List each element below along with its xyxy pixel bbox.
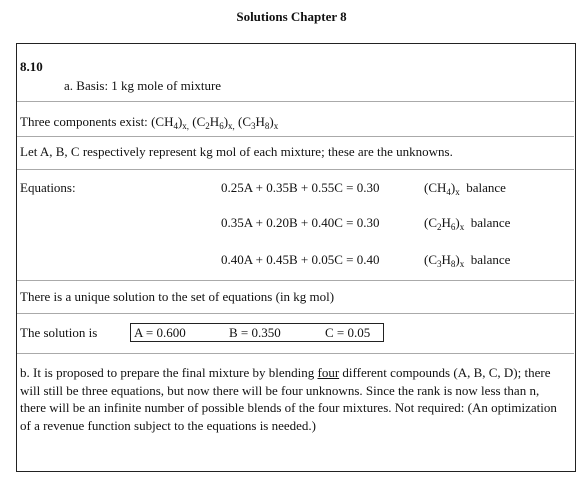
separator [17,169,574,170]
solution-box [130,323,384,342]
page-header: Solutions Chapter 8 [236,9,347,24]
solution-b: B = 0.350 [229,325,281,340]
components-formula: $(CH_4)_{x,}$ $(C_2H_6)_{x,}$ $(C_3H_8)_x$ [151,114,279,131]
basis-line: a. Basis: 1 kg mole of mixture [64,78,222,93]
equations-label: Equations: [20,180,76,195]
equation-3: 0.40A + 0.45B + 0.05C = 0.40 [221,252,380,267]
underlined-four: four [317,365,340,380]
equation-2: 0.35A + 0.20B + 0.40C = 0.30 [221,215,380,230]
separator [17,313,574,314]
separator [17,353,574,354]
let-line: Let A, B, C respectively represent kg mol of each mixture; these are the unknowns. [20,144,453,159]
separator [17,136,574,137]
problem-number: 8.10 [20,59,43,74]
equation-1-balance: $(CH_4)_x$ balance [424,180,506,197]
separator [17,101,574,102]
part-b-paragraph: b. It is proposed to prepare the final mixture by blending four different compounds (A, B, C, D); there will still be three equations, but now there will be four unknowns. Since the rank is now less than n, there will be an infinite number of possible blends of the four mixtures. Not required: (An optimization of a revenue function subject to the equations is needed.) [20,365,557,433]
equation-2-balance: $(C_2H_6)_x$ balance [424,215,511,232]
solution-c: C = 0.05 [325,325,371,340]
unique-solution-line: There is a unique solution to the set of equations (in kg mol) [20,289,335,304]
separator [17,280,574,281]
components-text: Three components exist: [20,114,148,129]
solution-label: The solution is [20,325,98,340]
equation-1: 0.25A + 0.35B + 0.55C = 0.30 [221,180,380,195]
components-line [20,114,278,130]
equation-3-balance: $(C_3H_8)_x$ balance [424,252,511,269]
solution-a: A = 0.600 [134,325,186,340]
